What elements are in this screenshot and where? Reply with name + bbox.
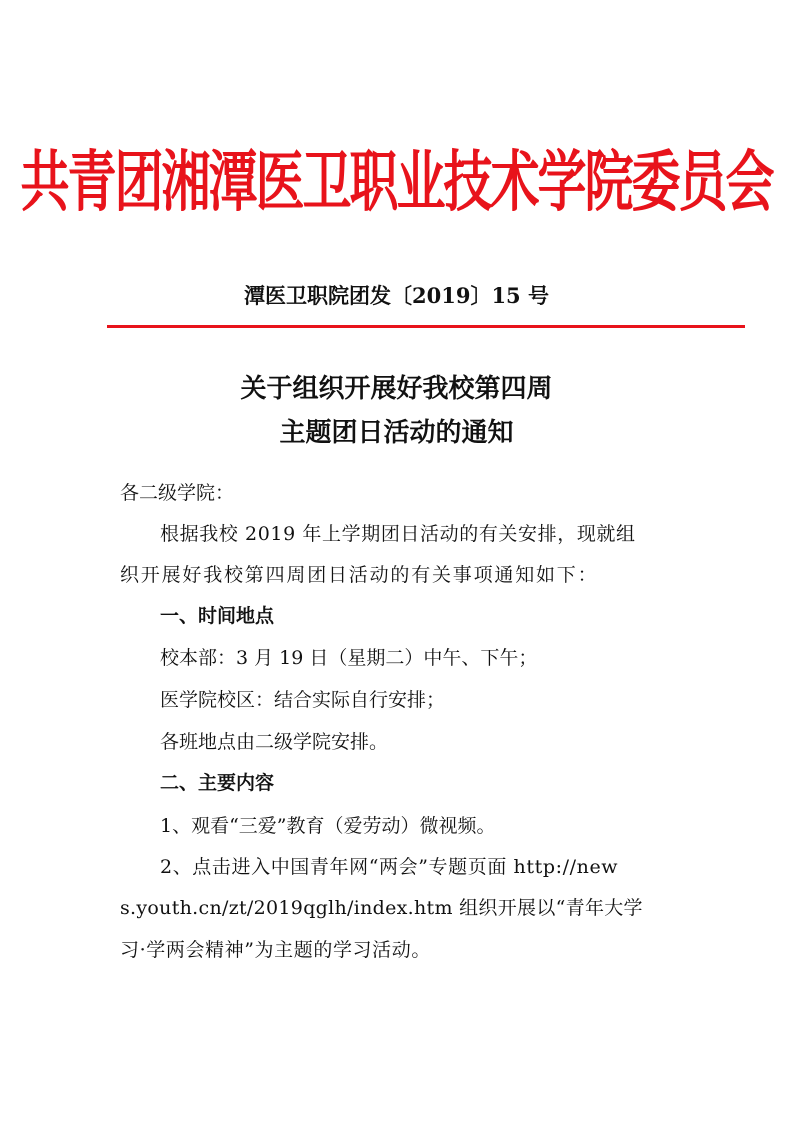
content-item-2-line-3: 习·学两会精神”为主题的学习活动。: [120, 939, 431, 961]
intro-paragraph-line-1: 根据我校 2019 年上学期团日活动的有关安排，现就组: [160, 523, 636, 545]
time-place-item-class-location: 各班地点由二级学院安排。: [160, 731, 389, 753]
time-place-item-main-campus: 校本部：3 月 19 日（星期二）中午、下午；: [160, 647, 538, 669]
section-heading-main-content: 二、主要内容: [160, 772, 275, 794]
document-number: 潭医卫职院团发〔2019〕15 号: [244, 283, 549, 308]
salutation: 各二级学院：: [120, 482, 235, 504]
red-divider: [107, 325, 745, 328]
notice-title-line-1: 关于组织开展好我校第四周: [240, 374, 553, 404]
content-item-2-line-1: 2、点击进入中国青年网“两会”专题页面 http://new: [160, 856, 619, 878]
notice-title-line-2: 主题团日活动的通知: [279, 418, 514, 448]
organization-header: 共青团湘潭医卫职业技术学院委员会: [20, 143, 773, 221]
content-item-2-line-2: s.youth.cn/zt/2019qglh/index.htm 组织开展以“青年大学: [120, 897, 643, 919]
time-place-item-medical-campus: 医学院校区：结合实际自行安排；: [160, 689, 446, 711]
section-heading-time-place: 一、时间地点: [160, 605, 275, 627]
content-item-1: 1、观看“三爱”教育（爱劳动）微视频。: [160, 815, 496, 837]
intro-paragraph-line-2: 织开展好我校第四周团日活动的有关事项通知如下：: [120, 564, 599, 586]
